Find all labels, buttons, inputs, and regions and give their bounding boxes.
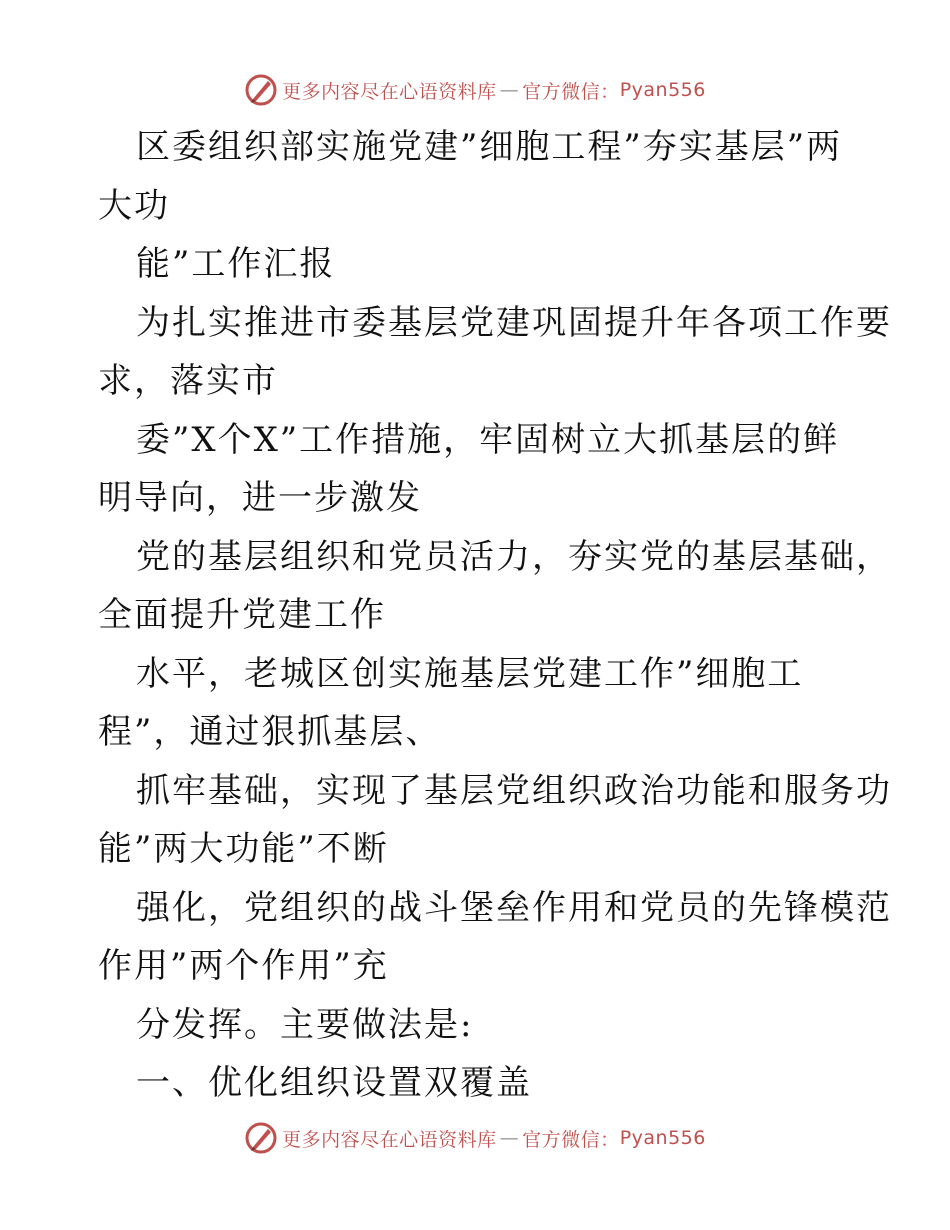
text-line: 强化，党组织的战斗堡垒作用和党员的先锋模范	[136, 887, 892, 928]
banner-text: 更多内容尽在心语资料库	[282, 80, 497, 103]
text-line: 作用”两个作用”充	[98, 946, 389, 986]
text-line: 委”X个X”工作措施，牢固树立大抓基层的鲜	[136, 419, 840, 460]
text-line: 能”工作汇报	[136, 244, 336, 284]
banner-separator: —	[499, 1127, 520, 1149]
text-line: 能”两大功能”不断	[98, 829, 389, 869]
text-line: 分发挥。主要做法是:	[136, 1004, 474, 1045]
quill-logo-icon	[244, 1121, 278, 1155]
text-line: 抓牢基础，实现了基层党组织政治功能和服务功	[136, 770, 892, 811]
text-line: 水平，老城区创实施基层党建工作”细胞工	[136, 653, 804, 694]
text-line: 党的基层组织和党员活力，夯实党的基层基础，	[136, 536, 892, 577]
document-body	[98, 118, 892, 1113]
banner-account: Pyan556	[619, 79, 706, 101]
banner-official: 官方微信：	[522, 80, 620, 103]
text-line: 程”，通过狠抓基层、	[98, 712, 442, 752]
text-line: 大功	[98, 185, 170, 226]
banner-text: 更多内容尽在心语资料库	[282, 1128, 497, 1151]
text-line: 全面提升党建工作	[98, 595, 386, 635]
text-line: 区委组织部实施党建”细胞工程”夯实基层”两	[136, 127, 843, 167]
text-line: 求，落实市	[98, 361, 278, 401]
quill-logo-icon	[244, 73, 278, 107]
banner-account: Pyan556	[619, 1127, 706, 1149]
text-line: 为扎实推进市委基层党建巩固提升年各项工作要	[136, 302, 892, 343]
banner-official: 官方微信：	[522, 1128, 620, 1151]
section-heading: 一、优化组织设置双覆盖	[136, 1063, 532, 1103]
banner-separator: —	[499, 79, 520, 101]
header-banner	[0, 70, 950, 110]
text-line: 明导向，进一步激发	[98, 478, 422, 518]
footer-banner	[0, 1118, 950, 1158]
